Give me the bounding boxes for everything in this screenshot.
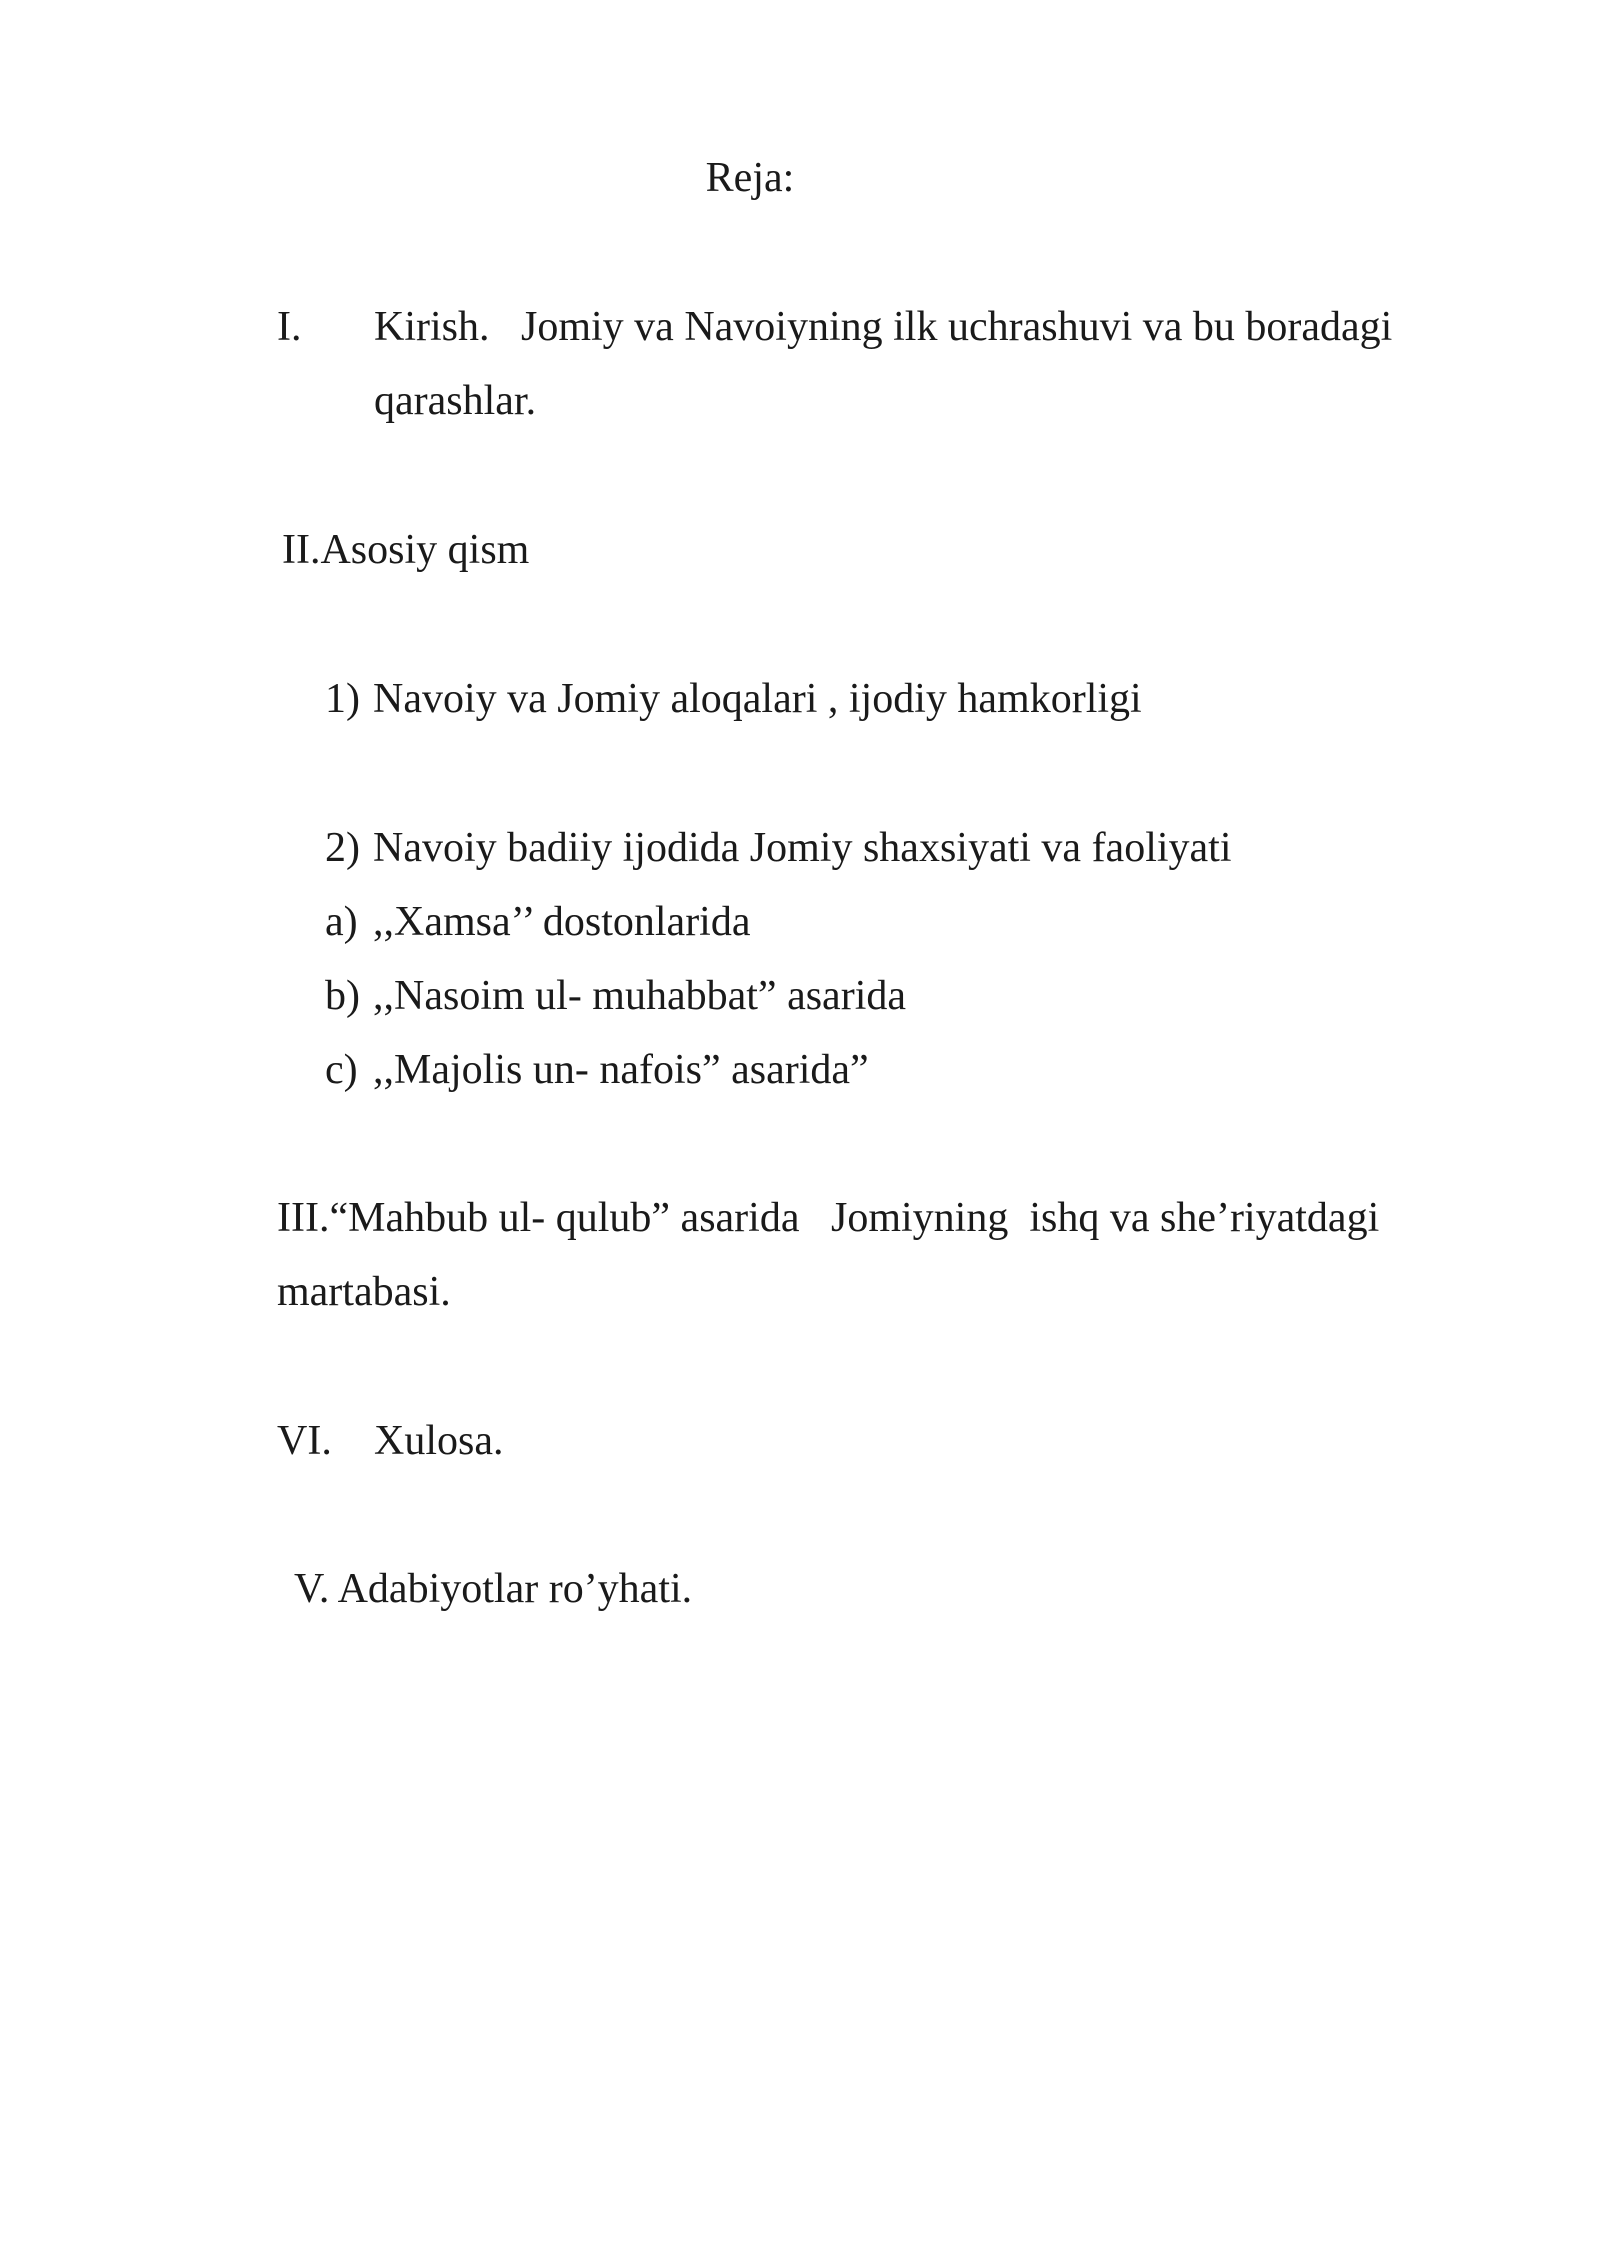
item-text-intro-line2: qarashlar.: [374, 378, 537, 424]
subitem-text-b: ,,Nasoim ul- muhabbat” asarida: [373, 973, 906, 1019]
item-text-intro-line1: Kirish. Jomiy va Navoiyning ilk uchrashuvi va bu boradagi: [374, 304, 1393, 350]
subitem-marker-2: 2): [325, 825, 360, 871]
subitem-marker-a: a): [325, 899, 358, 945]
subitem-text-a: ,,Xamsa’’ dostonlarida: [373, 899, 751, 945]
section-text-references: V. Adabiyotlar ro’yhati.: [294, 1566, 693, 1612]
section-text-3-line2: martabasi.: [277, 1269, 451, 1315]
subitem-marker-c: c): [325, 1047, 358, 1093]
section-marker-conclusion: VI.: [277, 1418, 332, 1464]
subitem-text-2: Navoiy badiiy ijodida Jomiy shaxsiyati va faoliyati: [373, 825, 1232, 871]
subitem-text-c: ,,Majolis un- nafois” asarida”: [373, 1047, 869, 1093]
page-title: Reja:: [705, 155, 795, 201]
section-text-3-line1: III.“Mahbub ul- qulub” asarida Jomiyning ishq va she’riyatdagi: [277, 1195, 1380, 1241]
section-text-conclusion: Xulosa.: [374, 1418, 504, 1464]
subitem-marker-b: b): [325, 973, 360, 1019]
item-marker-1: I.: [277, 304, 302, 350]
section-heading-main: II.Asosiy qism: [282, 527, 530, 573]
subitem-marker-1: 1): [325, 676, 360, 722]
subitem-text-1: Navoiy va Jomiy aloqalari , ijodiy hamkorligi: [373, 676, 1142, 722]
